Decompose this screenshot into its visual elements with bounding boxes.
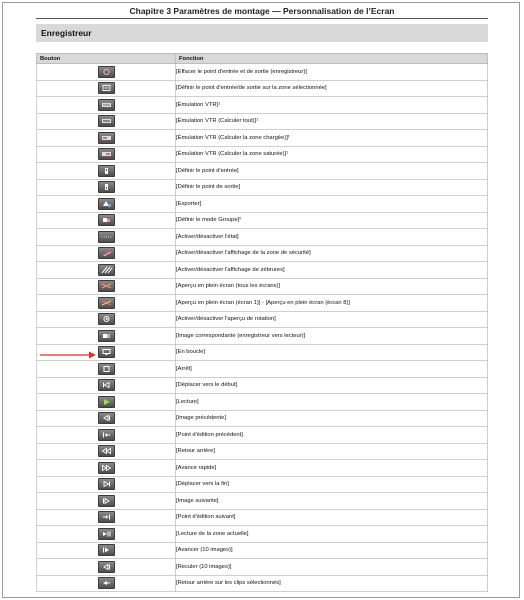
table-row: [37, 377, 488, 394]
function-cell: [Émulation VTR (Calculer la zone saturée)]¹: [176, 146, 488, 163]
button-cell: [37, 113, 176, 130]
table-row: [37, 526, 488, 543]
go-to-start-icon: [98, 379, 115, 391]
button-cell: [37, 80, 176, 97]
table-row: [37, 410, 488, 427]
fullscreen-screen-icon: [98, 297, 115, 309]
status-toggle-icon: [98, 231, 115, 243]
function-cell: [Émulation VTR (Calculer tout)]¹: [176, 113, 488, 130]
table-row: [37, 394, 488, 411]
function-cell: [Activer/désactiver l'affichage de zébrures]: [176, 262, 488, 279]
button-cell: [37, 443, 176, 460]
go-to-end-icon: [98, 478, 115, 490]
button-cell: [37, 64, 176, 81]
next-edit-point-icon: [98, 511, 115, 523]
function-cell: [Déplacer vers le début]: [176, 377, 488, 394]
button-cell: [37, 229, 176, 246]
table-row: [37, 212, 488, 229]
vtr-emulation-icon: [98, 99, 115, 111]
table-row: [37, 344, 488, 361]
button-cell: [37, 163, 176, 180]
function-cell: [Activer/désactiver l'aperçu de rotation]: [176, 311, 488, 328]
button-cell: [37, 245, 176, 262]
function-cell: [Effacer le point d'entrée et de sortie (enregistreur)]: [176, 64, 488, 81]
button-cell: [37, 476, 176, 493]
table-row: [37, 130, 488, 147]
export-icon: [98, 198, 115, 210]
button-cell: [37, 460, 176, 477]
match-frame-icon: [98, 330, 115, 342]
forward-10-frames-icon: [98, 544, 115, 556]
function-cell: [Avance rapide]: [176, 460, 488, 477]
function-cell: [Avancer (10 images)]: [176, 542, 488, 559]
previous-frame-icon: [98, 412, 115, 424]
table-row: [37, 493, 488, 510]
function-cell: [Activer/désactiver l'état]: [176, 229, 488, 246]
table-row: [37, 311, 488, 328]
function-cell: [Image correspondante (enregistreur vers lecteur)]: [176, 328, 488, 345]
clear-in-out-icon: [98, 66, 115, 78]
table-row: [37, 361, 488, 378]
set-in-point-icon: [98, 165, 115, 177]
vtr-calc-loaded-icon: [98, 132, 115, 144]
button-cell: [37, 311, 176, 328]
button-cell: [37, 394, 176, 411]
function-cell: [Lecture]: [176, 394, 488, 411]
table-row: [37, 245, 488, 262]
button-cell: [37, 146, 176, 163]
function-cell: [Déplacer vers la fin]: [176, 476, 488, 493]
rewind-selected-clips-icon: [98, 577, 115, 589]
function-cell: [Image précédente]: [176, 410, 488, 427]
button-cell: [37, 559, 176, 576]
table-row: [37, 509, 488, 526]
table-header-row: [37, 54, 488, 64]
button-cell: [37, 278, 176, 295]
rewind-icon: [98, 445, 115, 457]
next-frame-icon: [98, 495, 115, 507]
function-cell: [Retour arrière]: [176, 443, 488, 460]
previous-edit-point-icon: [98, 429, 115, 441]
button-cell: [37, 526, 176, 543]
chapter-title: Chapitre 3 Paramètres de montage — Personnalisation de l’Ecran: [129, 6, 395, 16]
table-row: [37, 295, 488, 312]
function-cell: [Image suivante]: [176, 493, 488, 510]
table-row: [37, 229, 488, 246]
safe-zone-icon: [98, 247, 115, 259]
function-cell: [Aperçu en plein écran (tous les écrans)]: [176, 278, 488, 295]
table-row: [37, 278, 488, 295]
button-cell: [37, 410, 176, 427]
table-row: [37, 476, 488, 493]
button-cell: [37, 179, 176, 196]
button-cell: [37, 542, 176, 559]
table-row: [37, 179, 488, 196]
function-cell: [Point d'édition précédent]: [176, 427, 488, 444]
function-cell: [Définir le mode Groupe]²: [176, 212, 488, 229]
function-cell: [Définir le point d'entrée/de sortie sur la zone sélectionnée]: [176, 80, 488, 97]
table-row: [37, 443, 488, 460]
set-in-out-selection-icon: [98, 82, 115, 94]
button-cell: [37, 427, 176, 444]
column-header-button: Bouton: [37, 54, 176, 64]
set-out-point-icon: [98, 181, 115, 193]
button-cell: [37, 262, 176, 279]
fast-forward-icon: [98, 462, 115, 474]
table-row: [37, 97, 488, 114]
function-cell: [Reculer (10 images)]: [176, 559, 488, 576]
rotation-preview-icon: [98, 313, 115, 325]
stop-icon: [98, 363, 115, 375]
fullscreen-all-icon: [98, 280, 115, 292]
button-cell: [37, 97, 176, 114]
function-cell: [Définir le point de sortie]: [176, 179, 488, 196]
button-cell: [37, 361, 176, 378]
button-cell: [37, 328, 176, 345]
table-row: [37, 163, 488, 180]
play-current-area-icon: [98, 528, 115, 540]
function-cell: [Aperçu en plein écran (écran 1)] - [Aperçu en plein écran (écran 8)]: [176, 295, 488, 312]
button-cell: [37, 196, 176, 213]
function-table: [36, 53, 488, 592]
vtr-calc-all-icon: [98, 115, 115, 127]
table-row: [37, 113, 488, 130]
table-row: [37, 64, 488, 81]
table-row: [37, 559, 488, 576]
button-cell: [37, 130, 176, 147]
table-row: [37, 542, 488, 559]
play-icon: [98, 396, 115, 408]
function-cell: [En boucle]: [176, 344, 488, 361]
zebra-icon: [98, 264, 115, 276]
function-cell: [Point d'édition suivant]: [176, 509, 488, 526]
button-cell: [37, 295, 176, 312]
function-cell: [Activer/désactiver l'affichage de la zone de sécurité]: [176, 245, 488, 262]
button-cell: [37, 377, 176, 394]
vtr-calc-saturated-icon: [98, 148, 115, 160]
section-title: Enregistreur: [36, 24, 488, 42]
back-10-frames-icon: [98, 561, 115, 573]
table-row: [37, 328, 488, 345]
button-cell: [37, 575, 176, 592]
function-cell: [Exporter]: [176, 196, 488, 213]
table-row: [37, 146, 488, 163]
function-cell: [Arrêt]: [176, 361, 488, 378]
button-cell: [37, 493, 176, 510]
function-cell: [Émulation VTR]¹: [176, 97, 488, 114]
column-header-function: Fonction: [176, 54, 488, 64]
table-row: [37, 80, 488, 97]
button-cell: [37, 212, 176, 229]
function-cell: [Définir le point d'entrée]: [176, 163, 488, 180]
function-cell: [Émulation VTR (Calculer la zone chargée)]¹: [176, 130, 488, 147]
chapter-rule: [36, 18, 488, 19]
table-row: [37, 575, 488, 592]
function-cell: [Retour arrière sur les clips sélectionnés]: [176, 575, 488, 592]
group-mode-icon: [98, 214, 115, 226]
table-row: [37, 262, 488, 279]
function-cell: [Lecture de la zone actuelle]: [176, 526, 488, 543]
annotation-arrow-icon: [40, 351, 96, 359]
table-row: [37, 196, 488, 213]
button-cell: [37, 509, 176, 526]
loop-icon: [98, 346, 115, 358]
table-row: [37, 427, 488, 444]
table-row: [37, 460, 488, 477]
